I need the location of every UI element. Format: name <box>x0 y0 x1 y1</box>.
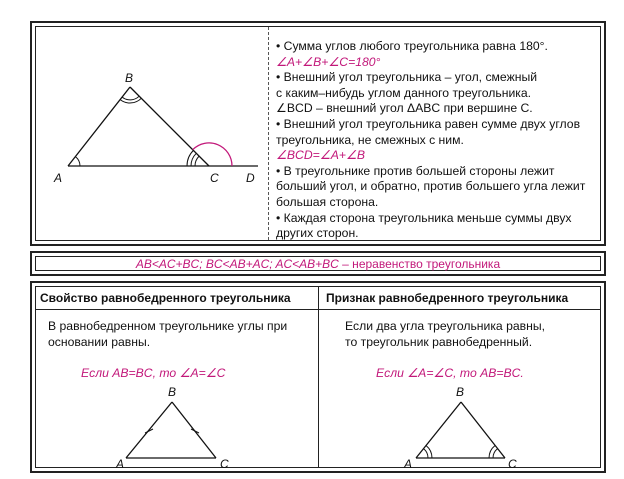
criterion-text <box>345 318 545 350</box>
vertex-b-label: B <box>456 385 465 399</box>
fact-line: больший угол, и обратно, против большего угла лежит <box>276 179 586 194</box>
side-ab <box>68 87 130 166</box>
vertex-c-label: C <box>508 457 517 471</box>
fact-line: ∠BCD – внешний угол ΔABC при вершине C. <box>276 101 533 116</box>
tick-bc <box>191 429 199 433</box>
triangle-inequality <box>136 257 500 271</box>
fact-line: других сторон. <box>276 226 359 241</box>
fact-line: большая сторона. <box>276 194 379 209</box>
property-condition: Если AB=BC, то ∠A=∠C <box>81 366 226 380</box>
vertex-a-label: A <box>404 457 413 471</box>
fact-line: • В треугольнике против большей стороны лежит <box>276 163 555 178</box>
angle-b-arc-2 <box>120 98 141 103</box>
side-bc <box>130 87 209 166</box>
angle-a-arc <box>75 157 80 166</box>
vertex-b-label: B <box>168 385 177 399</box>
criterion-condition: Если ∠A=∠C, то AB=BC. <box>376 366 524 380</box>
fact-formula: ∠A+∠B+∠C=180° <box>276 54 381 69</box>
inequality-formula: AB<AC+BC; BC<AB+AC; AC<AB+BC <box>135 256 339 271</box>
inequality-inner-frame <box>35 256 601 271</box>
vertex-c-label: C <box>210 171 219 185</box>
property-title: Свойство равнобедренного треугольника <box>40 291 291 305</box>
triangle-facts-list <box>276 39 606 242</box>
property-text-line: основании равны. <box>48 335 151 349</box>
vertex-a-label: A <box>116 457 125 471</box>
fact-line: • Внешний угол треугольника – угол, смежный <box>276 70 538 85</box>
property-text-line: В равнобедренном треугольнике углы при <box>48 319 288 333</box>
exterior-angle-arc <box>193 143 232 166</box>
isosceles-panel <box>30 281 606 473</box>
vertex-c-label: C <box>220 457 229 471</box>
vertex-a-label: A <box>54 171 63 185</box>
fact-formula: ∠BCD=∠A+∠B <box>276 148 366 163</box>
isosceles-inner-frame <box>35 286 601 471</box>
side-ab <box>416 402 461 458</box>
fact-line: с каким–нибудь углом данного треугольника. <box>276 85 532 100</box>
criterion-text-line: то треугольник равнобедренный. <box>345 335 533 349</box>
inequality-suffix: – неравенство треугольника <box>338 256 501 271</box>
fact-line: • Внешний угол треугольника равен сумме двух углов <box>276 116 581 131</box>
vertex-b-label: B <box>125 71 134 85</box>
criterion-text-line: Если два угла треугольника равны, <box>345 319 546 333</box>
fact-line: • Каждая сторона треугольника меньше суммы двух <box>276 210 572 225</box>
angle-b-arc-1 <box>122 96 139 100</box>
fact-line: треугольника, не смежных с ним. <box>276 132 464 147</box>
criterion-title: Признак равнобедренного треугольника <box>326 291 569 305</box>
angle-a-arc-1 <box>424 449 429 458</box>
isosceles-criterion-diagram <box>384 382 544 472</box>
triangle-facts-panel <box>30 21 606 246</box>
header-divider <box>36 309 600 310</box>
side-bc <box>461 402 505 458</box>
top-panel-divider <box>268 27 269 240</box>
side-ab <box>126 402 172 458</box>
inequality-panel <box>30 251 606 276</box>
property-text <box>48 318 287 350</box>
isosceles-property-diagram <box>96 382 256 472</box>
exterior-angle-diagram <box>36 27 268 245</box>
angle-c-arc-1 <box>493 449 498 458</box>
angle-c-arc-1 <box>195 156 199 166</box>
triangle-facts-inner-frame <box>35 26 601 241</box>
column-divider <box>318 287 319 467</box>
point-d-label: D <box>246 171 255 185</box>
fact-line: • Сумма углов любого треугольника равна 180°. <box>276 39 548 53</box>
